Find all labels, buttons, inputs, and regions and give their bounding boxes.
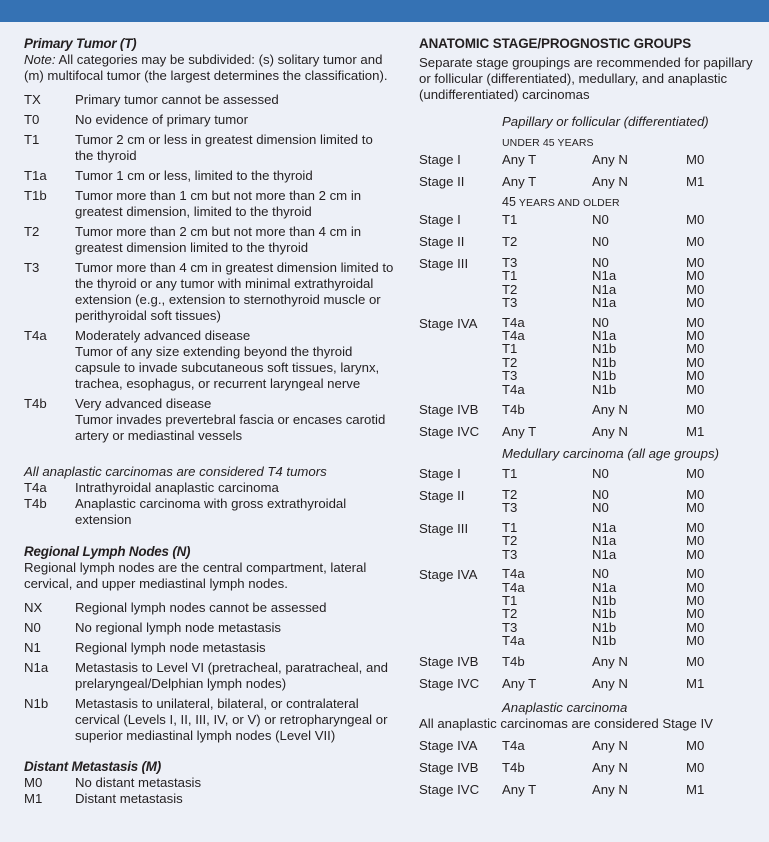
m-category: M0 [686,295,705,311]
definition-desc [75,328,394,392]
stage-label: Stage IVC [419,781,480,797]
tnm-combination [502,534,764,547]
n-category: N0 [592,212,609,227]
definition-row [24,328,394,392]
definition-desc [75,791,394,807]
papillary-heading: Papillary or follicular (differentiated) [502,114,709,129]
n-category: Any N [592,675,628,691]
stage-row [419,316,764,396]
stage-label: Stage I [419,466,461,482]
note-label: Note: [24,52,56,67]
tnm-combination [502,738,764,754]
n-category: N1a [592,546,617,562]
tnm-combination [502,383,764,396]
n-category: N1a [592,579,617,595]
definition-row [24,188,394,220]
definition-row [24,791,394,807]
anaplastic-heading: Anaplastic carcinoma [502,699,628,715]
stage-groups-title: ANATOMIC STAGE/PROGNOSTIC GROUPS [419,36,692,51]
m-category: M0 [686,737,705,753]
stage-row [419,521,764,561]
definition-desc [75,224,394,256]
definition-text: Tumor 1 cm or less, limited to the thyroid [75,168,313,183]
definition-code: N0 [24,620,41,635]
stage-combos [502,654,764,670]
n-category: N0 [592,487,609,503]
definition-code: N1a [24,660,49,675]
t-category: T3 [502,619,518,635]
definition-subtext: Tumor of any size extending beyond the thyroid capsule to invade subcutaneous soft tissues, larynx, trachea, esophagus, or recurrent laryngeal nerve [75,344,380,391]
n-category: N0 [592,500,609,516]
definition-row [24,480,394,496]
distant-metastasis-title: Distant Metastasis (M) [24,759,161,774]
definition-row [24,260,394,324]
stage-combos [502,424,764,440]
definition-code: T1b [24,188,47,203]
definition-code: M1 [24,791,43,806]
m-category: M0 [686,255,705,270]
stage-combos [502,521,764,561]
m-category: M0 [686,653,705,669]
t-category: T4b [502,653,525,669]
t-category: T4b [502,759,525,775]
definition-row [24,775,394,791]
m-category: M0 [686,566,705,582]
t-category: T3 [502,255,518,270]
regional-nodes-list [24,600,394,748]
n-category: N0 [592,255,609,270]
m-category: M0 [686,152,705,167]
definition-text: Very advanced disease [75,396,212,411]
definition-row [24,600,394,616]
stage-combos [502,212,764,228]
anaplastic-stage-note: All anaplastic carcinomas are considered Stage IV [419,715,713,731]
stage-row [419,654,764,670]
m-category: M0 [686,212,705,227]
stage-combos [502,316,764,396]
m-category: M0 [686,354,705,370]
m-category: M0 [686,281,705,297]
tnm-combination [502,501,764,514]
tnm-combination [502,212,764,228]
n-category: Any N [592,174,628,189]
definition-text: Metastasis to unilateral, bilateral, or contralateral cervical (Levels I, II, III, IV, or V) or retropharyngeal or superior mediastinal lymph nodes (Level VII) [75,696,388,743]
stage-row [419,782,764,798]
m-category: M0 [686,234,705,249]
stage-label: Stage III [419,256,469,271]
stage-label: Stage IVB [419,402,479,418]
tnm-combination [502,466,764,482]
definition-desc [75,112,394,128]
definition-text: Regional lymph node metastasis [75,640,266,655]
definition-code: N1 [24,640,41,655]
definition-text: Moderately advanced disease [75,328,251,343]
tnm-combination [502,621,764,634]
tnm-combination [502,521,764,534]
definition-code: M0 [24,775,43,790]
t-category: T1 [502,268,518,284]
t-category: T1 [502,592,518,608]
t-category: Any T [502,675,537,691]
stage-combos [502,760,764,776]
t-category: T1 [502,212,518,227]
definition-code: N1b [24,696,49,711]
definition-desc [75,396,394,444]
definition-desc [75,640,394,656]
tnm-combination [502,174,764,190]
stage-groups-column [419,36,764,804]
stage-label: Stage I [419,152,461,167]
medullary-heading: Medullary carcinoma (all age groups) [502,446,719,462]
m-category: M0 [686,519,705,535]
m-category: M0 [686,381,705,397]
definition-subtext: Tumor invades prevertebral fascia or encases carotid artery or mediastinal vessels [75,412,386,443]
definition-code: T4a [24,480,47,495]
stage-label: Stage IVB [419,653,479,669]
m-category: M0 [686,619,705,635]
t-category: T2 [502,354,518,370]
distant-metastasis-list [24,775,394,807]
n-category: Any N [592,402,628,418]
t-category: Any T [502,174,537,189]
m-category: M0 [686,500,705,516]
stage-label: Stage IVA [419,737,478,753]
t-category: T4a [502,737,525,753]
m-category: M0 [686,533,705,549]
n-category: N1b [592,606,617,622]
anaplastic-t-list [24,480,394,528]
stage-label: Stage II [419,174,465,189]
t-category: Any T [502,424,537,440]
tnm-combination [502,634,764,647]
definition-text: Tumor more than 1 cm but not more than 2 cm in greatest dimension, limited to the thyroid [75,188,362,219]
m-category: M0 [686,268,705,284]
tnm-combination [502,654,764,670]
m-category: M1 [686,781,705,797]
tnm-definitions-column [24,36,394,807]
m-category: M0 [686,546,705,562]
stage-label: Stage II [419,234,465,249]
t-category: T1 [502,519,518,535]
tnm-combination [502,488,764,501]
stage-combos [502,567,764,647]
t-category: T4b [502,402,525,418]
tnm-combination [502,256,764,269]
stage-label: Stage IVB [419,759,479,775]
definition-desc [75,132,394,164]
n-category: Any N [592,424,628,440]
n-category: N1a [592,533,617,549]
n-category: N1b [592,354,617,370]
primary-tumor-note [24,52,394,84]
definition-code: T4a [24,328,47,343]
n-category: Any N [592,759,628,775]
tnm-combination [502,581,764,594]
m-category: M1 [686,174,705,189]
definition-text: Tumor more than 4 cm in greatest dimension limited to the thyroid or any tumor with minimal extrathyroidal extension (e.g., extension to sternothyroid muscle or perithyroidal soft tissues) [75,260,394,323]
t-category: T4a [502,579,525,595]
stage-row [419,676,764,692]
definition-desc [75,260,394,324]
tnm-combination [502,760,764,776]
stage-combos [502,234,764,250]
definition-code: TX [24,92,41,107]
stage-label: Stage IVC [419,675,480,691]
papillary-over45-table [419,212,764,440]
n-category: N1a [592,268,617,284]
definition-desc [75,620,394,636]
t-category: T2 [502,533,518,549]
t-category: T1 [502,466,518,482]
t-category: T3 [502,368,518,384]
t-category: T4a [502,381,525,397]
definition-row [24,92,394,108]
n-category: N1b [592,619,617,635]
definition-desc [75,696,394,744]
note-text: All categories may be subdivided: (s) solitary tumor and (m) multifocal tumor (the largest determines the classification). [24,52,388,83]
stage-combos [502,466,764,482]
over-45-label: 45 YEARS AND OLDER [502,195,620,209]
t-category: T2 [502,281,518,297]
m-category: M0 [686,606,705,622]
n-category: N1b [592,381,617,397]
stage-groups-intro: Separate stage groupings are recommended for papillary or follicular (differentiated), medullary, and anaplastic (undifferentiated) carcinomas [419,55,753,102]
m-category: M1 [686,675,705,691]
t-category: T4a [502,328,525,344]
tnm-combination [502,269,764,282]
t-category: T3 [502,546,518,562]
stage-combos [502,402,764,418]
tnm-combination [502,424,764,440]
stage-row [419,738,764,754]
stage-combos [502,256,764,310]
t-category: Any T [502,152,537,167]
tnm-combination [502,676,764,692]
m-category: M0 [686,579,705,595]
t-category: T3 [502,500,518,516]
n-category: Any N [592,653,628,669]
stage-label: Stage IVA [419,315,478,331]
t-category: T2 [502,487,518,503]
n-category: N1a [592,295,617,311]
definition-text: Metastasis to Level VI (pretracheal, paratracheal, and prelaryngeal/Delphian lymph nodes) [75,660,389,691]
m-category: M0 [686,328,705,344]
m-category: M0 [686,341,705,357]
tnm-combination [502,283,764,296]
definition-row [24,112,394,128]
primary-tumor-title: Primary Tumor (T) [24,36,137,51]
definition-desc [75,480,394,496]
definition-text: Tumor more than 2 cm but not more than 4 cm in greatest dimension limited to the thyroid [75,224,362,255]
stage-row [419,212,764,228]
m-category: M0 [686,314,705,330]
t-category: T4a [502,566,525,582]
tnm-combination [502,316,764,329]
definition-text: Intrathyroidal anaplastic carcinoma [75,480,279,495]
n-category: N1a [592,328,617,344]
stage-combos [502,782,764,798]
definition-code: T1a [24,168,47,183]
papillary-under45-table [419,152,764,190]
t-category: T4a [502,633,525,649]
n-category: N1a [592,519,617,535]
definition-desc [75,92,394,108]
definition-text: No regional lymph node metastasis [75,620,281,635]
tnm-combination [502,152,764,168]
tnm-combination [502,594,764,607]
stage-row [419,488,764,515]
m-category: M1 [686,424,705,440]
stage-row [419,424,764,440]
definition-code: NX [24,600,43,615]
t-category: Any T [502,781,537,797]
stage-row [419,567,764,647]
stage-label: Stage III [419,520,469,536]
under-45-label: UNDER 45 YEARS [502,137,594,149]
definition-code: T4b [24,396,47,411]
definition-text: Regional lymph nodes cannot be assessed [75,600,327,615]
m-category: M0 [686,633,705,649]
n-category: N0 [592,566,609,582]
anaplastic-t4-note: All anaplastic carcinomas are considered T4 tumors [24,464,327,479]
definition-desc [75,775,394,791]
header-bar [0,0,769,22]
definition-code: T4b [24,496,47,511]
n-category: N1b [592,592,617,608]
stage-label: Stage II [419,488,465,504]
tnm-combination [502,607,764,620]
definition-desc [75,496,394,528]
n-category: N1b [592,368,617,384]
definition-text: No evidence of primary tumor [75,112,248,127]
stage-row [419,152,764,168]
n-category: N1b [592,341,617,357]
tnm-combination [502,342,764,355]
regional-nodes-title: Regional Lymph Nodes (N) [24,544,191,559]
n-category: Any N [592,781,628,797]
definition-code: T2 [24,224,40,239]
tnm-combination [502,548,764,561]
definition-code: T0 [24,112,40,127]
m-category: M0 [686,466,705,482]
t-category: T2 [502,606,518,622]
stage-combos [502,676,764,692]
definition-desc [75,188,394,220]
definition-row [24,168,394,184]
stage-row [419,760,764,776]
definition-row [24,396,394,444]
m-category: M0 [686,592,705,608]
anaplastic-table [419,738,764,798]
m-category: M0 [686,368,705,384]
stage-row [419,466,764,482]
t-category: T4a [502,314,525,330]
stage-label: Stage IVA [419,567,478,583]
stage-row [419,234,764,250]
definition-text: No distant metastasis [75,775,202,790]
definition-row [24,620,394,636]
primary-tumor-list [24,92,394,448]
tnm-combination [502,369,764,382]
stage-combos [502,174,764,190]
stage-row [419,174,764,190]
n-category: Any N [592,737,628,753]
tnm-combination [502,782,764,798]
stage-combos [502,738,764,754]
n-category: N0 [592,314,609,330]
definition-code: T3 [24,260,40,275]
definition-text: Primary tumor cannot be assessed [75,92,279,107]
definition-row [24,696,394,744]
stage-label: Stage I [419,212,461,227]
tnm-combination [502,356,764,369]
tnm-combination [502,402,764,418]
t-category: T1 [502,341,518,357]
tnm-combination [502,567,764,580]
definition-code: T1 [24,132,40,147]
regional-nodes-intro: Regional lymph nodes are the central compartment, lateral cervical, and upper mediastinal lymph nodes. [24,560,367,591]
m-category: M0 [686,759,705,775]
stage-row [419,256,764,310]
n-category: N1a [592,281,617,297]
t-category: T2 [502,234,518,249]
n-category: N0 [592,466,609,482]
stage-label: Stage IVC [419,424,480,440]
m-category: M0 [686,487,705,503]
tnm-combination [502,296,764,309]
definition-row [24,496,394,528]
definition-desc [75,600,394,616]
definition-row [24,660,394,692]
definition-desc [75,660,394,692]
definition-row [24,224,394,256]
definition-row [24,132,394,164]
n-category: N0 [592,234,609,249]
stage-combos [502,152,764,168]
t-category: T3 [502,295,518,311]
n-category: N1b [592,633,617,649]
stage-row [419,402,764,418]
definition-text: Distant metastasis [75,791,183,806]
tnm-combination [502,234,764,250]
n-category: Any N [592,152,628,167]
tnm-combination [502,329,764,342]
stage-combos [502,488,764,515]
definition-desc [75,168,394,184]
definition-text: Tumor 2 cm or less in greatest dimension limited to the thyroid [75,132,373,163]
definition-row [24,640,394,656]
definition-text: Anaplastic carcinoma with gross extrathyroidal extension [75,496,347,527]
m-category: M0 [686,402,705,418]
medullary-table [419,466,764,691]
